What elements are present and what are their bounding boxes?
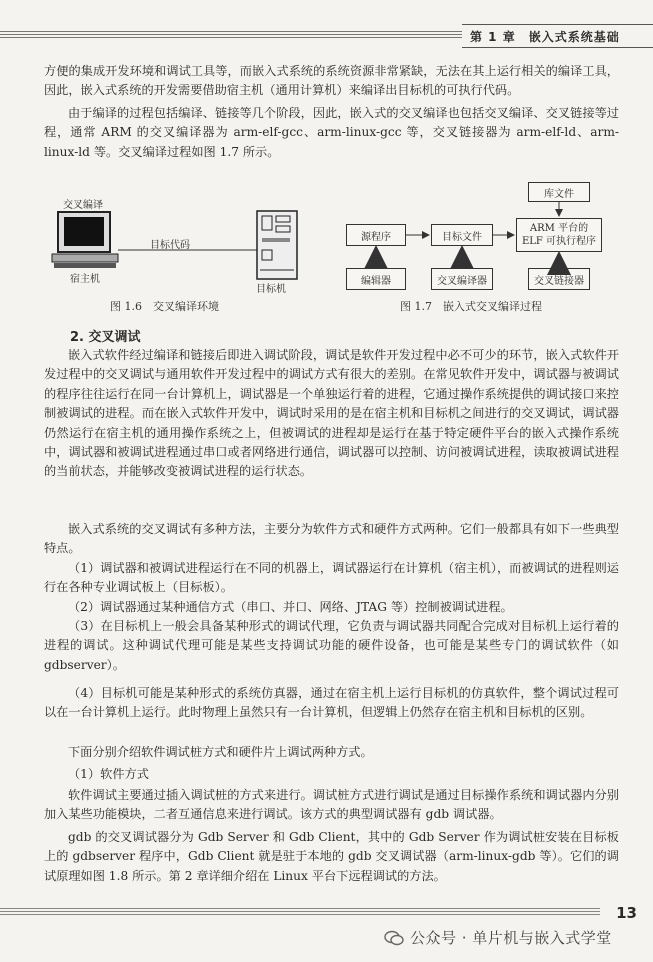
wechat-icon	[384, 930, 404, 946]
fig-label-target: 目标机	[256, 284, 286, 295]
section-heading: 2. 交叉调试	[70, 330, 141, 345]
fig-label-target-code: 目标代码	[150, 240, 190, 251]
wechat-watermark	[384, 927, 612, 948]
box-cross-compiler: 交叉编译器	[431, 268, 493, 290]
box-elf-executable	[516, 218, 602, 252]
box-library: 库文件	[528, 182, 590, 202]
elf-line-2: ELF 可执行程序	[521, 236, 597, 247]
figure-caption: 图 1.6 交叉编译环境	[110, 300, 219, 313]
paragraph: （1）调试器和被调试进程运行在不同的机器上，调试器运行在计算机（宿主机），而被调试的进程则运行在各种专业调试板上（目标板）。	[44, 561, 619, 595]
elf-line-1: ARM 平台的	[529, 223, 589, 234]
paragraph: （2）调试器通过某种通信方式（串口、并口、网络、JTAG 等）控制被调试进程。	[68, 600, 513, 614]
figure-caption: 图 1.7 嵌入式交叉编译过程	[400, 300, 542, 313]
paragraph: 方便的集成开发环境和调试工具等，而嵌入式系统的系统资源非常紧缺，无法在其上运行相关的编译工具，因此，嵌入式系统的开发需要借助宿主机（通用计算机）来编译出目标机的可执行代码。	[44, 64, 619, 98]
fig-label-cross-compile: 交叉编译	[63, 200, 103, 211]
paragraph: 由于编译的过程包括编译、链接等几个阶段，因此，嵌入式的交叉编译也包括交叉编译、交叉链接等过程，通常 ARM 的交叉编译器为 arm-elf-gcc、arm-linux-gcc 等，交叉链接器为 arm-elf-ld、arm-linux-ld 等。交叉编译过程如图 1.7 所示。	[44, 106, 619, 159]
paragraph: （1）软件方式	[68, 767, 149, 781]
box-cross-linker: 交叉链接器	[528, 268, 590, 290]
page-number: 13	[616, 904, 637, 922]
paragraph: （4）目标机可能是某种形式的系统仿真器，通过在宿主机上运行目标机的仿真软件，整个调试过程可以在一台计算机上运行。此时物理上虽然只有一台计算机，但逻辑上仍然存在宿主机和目标机的区别。	[44, 686, 619, 720]
paragraph: （3）在目标机上一般会具备某种形式的调试代理，它负责与调试器共同配合完成对目标机上运行着的进程的调试。这种调试代理可能是某些支持调试功能的硬件设备，也可能是某些专门的调试软件（如 gdbserver）。	[44, 619, 619, 672]
paragraph: 嵌入式软件经过编译和链接后即进入调试阶段，调试是软件开发过程中必不可少的环节，嵌入式软件开发过程中的交叉调试与通用软件开发过程中的调试方式有很大的差别。在常见软件开发中，调试器与被调试的程序往往运行在同一台计算机上，调试器是一个单独运行着的进程，它通过操作系统提供的调试接口来控制被调试的进程。而在嵌入式软件开发中，调试时采用的是在宿主机和目标机之间进行的交叉调试，调试器仍然运行在宿主机的通用操作系统之上，但被调试的进程却是运行在基于特定硬件平台的嵌入式操作系统中，调试器和被调试进程通过串口或者网络进行通信，调试器可以控制、访问被调试进程，读取被调试进程的当前状态，并能够改变被调试进程的运行状态。	[44, 348, 619, 479]
wechat-text: 公众号 · 单片机与嵌入式学堂	[410, 929, 612, 947]
box-source: 源程序	[346, 224, 406, 246]
footer-rule	[0, 908, 600, 917]
box-object-file: 目标文件	[431, 224, 493, 246]
paragraph: gdb 的交叉调试器分为 Gdb Server 和 Gdb Client，其中的 Gdb Server 作为调试桩安装在目标板上的 gdbserver 程序中，Gdb Client 就是驻于本地的 gdb 交叉调试器（arm-linux-gdb 等）。它们的调试原理如图 1.8 所示。第 2 章详细介绍在 Linux 平台下远程调试的方法。	[44, 830, 619, 883]
host-computer-icon	[50, 210, 120, 270]
paragraph: 嵌入式系统的交叉调试有多种方法，主要分为软件方式和硬件方式两种。它们一般都具有如下一些典型特点。	[44, 522, 619, 556]
paragraph: 软件调试主要通过插入调试桩的方式来进行。调试桩方式进行调试是通过目标操作系统和调试器内分别加入某些功能模块，二者互通信息来进行调试。该方式的典型调试器有 gdb 调试器。	[44, 788, 619, 822]
fig-label-host: 宿主机	[70, 274, 100, 285]
box-editor: 编辑器	[346, 268, 406, 290]
chapter-header: 第 1 章 嵌入式系统基础	[462, 24, 653, 48]
paragraph: 下面分别介绍软件调试桩方式和硬件片上调试两种方式。	[68, 745, 373, 759]
target-board-icon	[256, 210, 298, 280]
header-rule	[0, 31, 462, 40]
